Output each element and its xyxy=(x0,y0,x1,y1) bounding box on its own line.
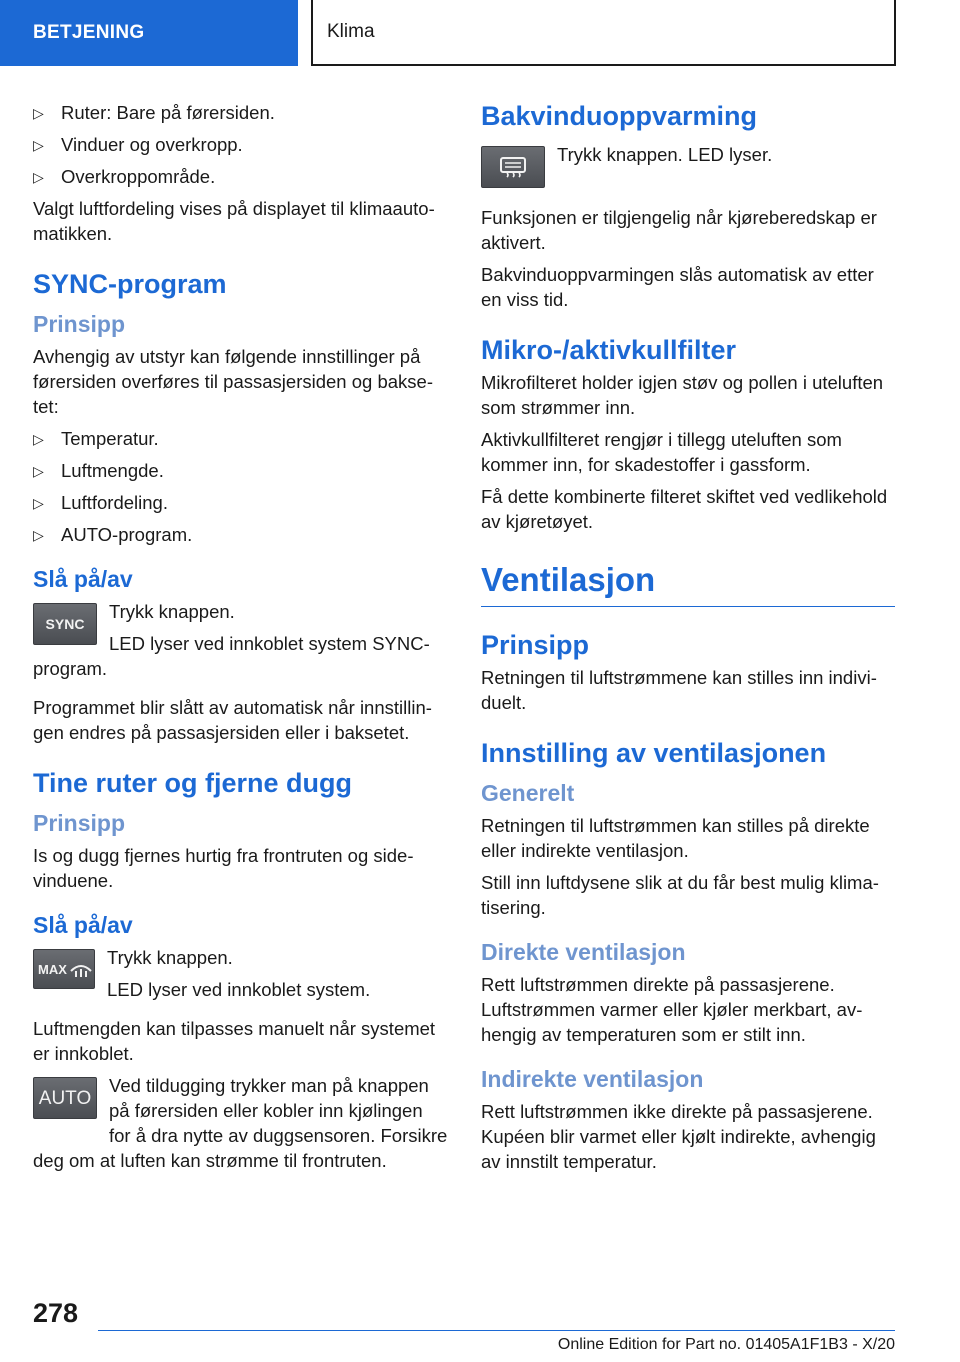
heading-filter: Mikro-/aktivkullfilter xyxy=(481,335,737,365)
triangle-bullet-icon: ▷ xyxy=(33,169,44,185)
heading-defrost-onoff: Slå på/av xyxy=(33,912,133,938)
rear-press-text: Trykk knappen. LED lyser. xyxy=(557,144,773,165)
direct-text: Rett luftstrømmen direkte på passasjerene. Luftstrømmen varmer eller kjøler merkbart, avhengig av temperaturen som er stilt inn. xyxy=(481,974,863,1045)
sync-auto-off-text: Programmet blir slått av automatisk når innstillingen endres på passasjersiden eller i baksetet. xyxy=(33,697,432,743)
sync-button-row xyxy=(33,599,448,688)
heading-sync-onoff: Slå på/av xyxy=(33,566,133,592)
triangle-bullet-icon: ▷ xyxy=(33,463,44,479)
airflow-text: Luftmengden kan tilpasses manuelt når systemet er innkoblet. xyxy=(33,1018,436,1064)
page-number: 278 xyxy=(33,1298,79,1328)
list-item: ▷ AUTO-program. xyxy=(33,522,448,547)
sync-principle-text: Avhengig av utstyr kan følgende innstillinger på førersiden overføres til passasjersiden og baksetet: xyxy=(33,346,433,417)
max-led-text: LED lyser ved innkoblet system. xyxy=(107,979,371,1000)
rear-defrost-icon xyxy=(498,155,528,179)
list-item: ▷ Ruter: Bare på førersiden. xyxy=(33,100,448,125)
intro-text: Valgt luftfordeling vises på displayet til klimaautomatikken. xyxy=(33,198,435,244)
list-item: ▷ Vinduer og overkropp. xyxy=(33,132,448,157)
section-tab: BETJENING xyxy=(0,0,298,66)
right-column xyxy=(481,100,895,1181)
general-text-2: Still inn luftdysene slik at du får best mulig klimatisering. xyxy=(481,872,879,918)
filter-text-2: Aktivkullfilteret rengjør i tillegg uteluften som kommer inn, for skadestoffer i gassform. xyxy=(481,429,842,475)
heading-indirect-ventilation: Indirekte ventilasjon xyxy=(481,1066,704,1092)
filter-text-1: Mikrofilteret holder igjen støv og pollen i uteluften som strømmer inn. xyxy=(481,372,884,418)
sync-bullet-list xyxy=(33,426,448,547)
heading-defrost: Tine ruter og fjerne dugg xyxy=(33,768,353,798)
triangle-bullet-icon: ▷ xyxy=(33,137,44,153)
general-text-1: Retningen til luftstrømmen kan stilles på direkte eller indirekte ventilasjon. xyxy=(481,815,870,861)
triangle-bullet-icon: ▷ xyxy=(33,431,44,447)
rear-window-heating-button-icon xyxy=(481,146,545,188)
max-press-text: Trykk knappen. xyxy=(107,947,233,968)
chapter-title: Klima xyxy=(311,0,896,66)
max-button-row xyxy=(33,945,448,1009)
heading-vent-principle: Prinsipp xyxy=(481,630,590,660)
footer-edition: Online Edition for Part no. 01405A1F1B3 - X/20 xyxy=(557,1336,895,1353)
heading-sync-principle: Prinsipp xyxy=(33,311,126,337)
heading-defrost-principle: Prinsipp xyxy=(33,810,126,836)
filter-text-3: Få dette kombinerte filteret skiftet ved vedlikehold av kjøretøyet. xyxy=(481,486,888,532)
auto-button-icon: AUTO xyxy=(33,1077,97,1119)
auto-button-row xyxy=(33,1073,448,1173)
triangle-bullet-icon: ▷ xyxy=(33,105,44,121)
defrost-icon xyxy=(69,959,93,979)
auto-text: Ved tildugging trykker man på knappen på førersiden eller kobler inn kjølingen for å dra nytte av duggsensoren. Forsikre deg om at luften kan strømme til frontruten. xyxy=(33,1075,448,1171)
list-item: ▷ Luftmengde. xyxy=(33,458,448,483)
triangle-bullet-icon: ▷ xyxy=(33,495,44,511)
heading-rear-window-heating: Bakvinduoppvarming xyxy=(481,101,758,131)
rear-text-1: Funksjonen er tilgjengelig når kjøreberedskap er aktivert. xyxy=(481,207,877,253)
sync-button-icon: SYNC xyxy=(33,603,97,645)
sync-press-text: Trykk knappen. xyxy=(109,601,235,622)
footer-divider xyxy=(98,1330,895,1331)
heading-general: Generelt xyxy=(481,780,575,806)
rear-text-2: Bakvinduoppvarmingen slås automatisk av etter en viss tid. xyxy=(481,264,874,310)
heading-direct-ventilation: Direkte ventilasjon xyxy=(481,939,686,965)
heading-sync-program: SYNC-program xyxy=(33,269,227,299)
left-column xyxy=(33,100,448,1180)
max-defrost-button-icon: MAX xyxy=(33,949,95,989)
rear-button-row xyxy=(481,142,895,198)
vent-principle-text: Retningen til luftstrømmene kan stilles inn individuelt. xyxy=(481,667,877,713)
intro-bullet-list xyxy=(33,100,448,189)
list-item: ▷ Luftfordeling. xyxy=(33,490,448,515)
triangle-bullet-icon: ▷ xyxy=(33,527,44,543)
indirect-text: Rett luftstrømmen ikke direkte på passasjerene. Kupéen blir varmet eller kjølt indirekte, avhengig av innstilt temperatur. xyxy=(481,1101,876,1172)
list-item: ▷ Overkroppområde. xyxy=(33,164,448,189)
sync-led-text: LED lyser ved innkoblet system SYNC-program. xyxy=(33,633,430,679)
heading-ventilation: Ventilasjon xyxy=(481,560,895,607)
list-item: ▷ Temperatur. xyxy=(33,426,448,451)
heading-vent-setting: Innstilling av ventilasjonen xyxy=(481,738,827,768)
defrost-principle-text: Is og dugg fjernes hurtig fra frontruten og sidevinduene. xyxy=(33,845,414,891)
